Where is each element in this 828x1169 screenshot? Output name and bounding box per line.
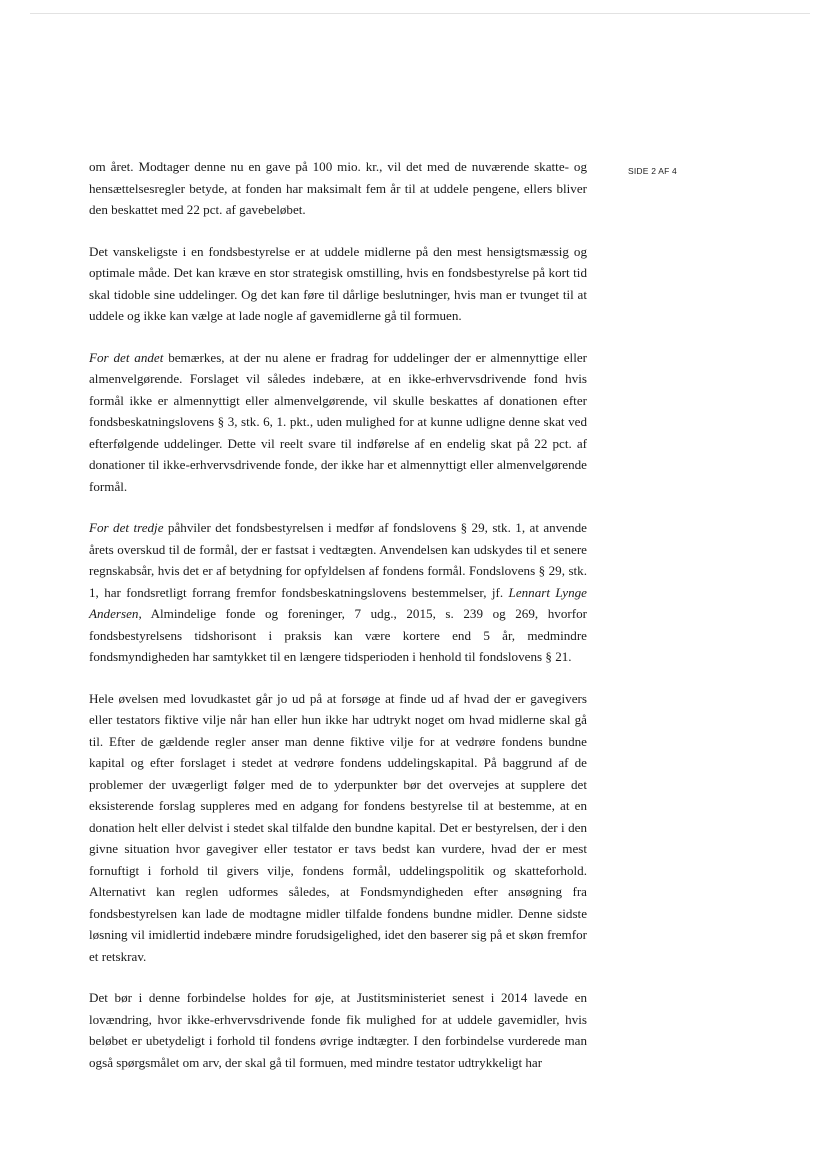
paragraph-text-continued: Almindelige fonde og foreninger, 7 udg., 2015, s. 239 og 269, hvorfor fondsbestyrelsens tidshorisont i praksis kan være kortere end 5 år, medmindre fondsmyndigheden har samtykket til en længere tidsperioden i henhold til fondslovens § 21. [89, 606, 587, 664]
scan-edge-line [30, 13, 810, 14]
paragraph-4 [89, 517, 587, 668]
document-body [89, 156, 587, 1093]
page-number: SIDE 2 AF 4 [628, 166, 677, 176]
paragraph-text: bemærkes, at der nu alene er fradrag for uddelinger der er almennyttige eller almenvelgørende. Forslaget vil således indebære, at en ikke-erhvervsdrivende fond hvis formål ikke er almennyttigt eller almenvelgørende, vil skulle beskattes af donationen efter fondsbeskatningslovens § 3, stk. 6, 1. pkt., uden mulighed for at kunne udligne denne skat ved efterfølgende uddelinger. Dette vil reelt svare til indførelse af en endelig skat på 22 pct. af donationer til ikke-erhvervsdrivende fonde, der ikke har et almennyttigt eller almenvelgørende formål. [89, 349, 587, 494]
paragraph-lead-italic: For det andet [89, 349, 164, 365]
paragraph-3 [89, 347, 587, 498]
paragraph-text: om året. Modtager denne nu en gave på 100 mio. kr., vil det med de nuværende skatte- og hensættelsesregler betyde, at fonden har maksimalt fem år til at uddele pengene, ellers bliver den beskattet med 22 pct. af gavebeløbet. [89, 159, 587, 217]
paragraph-text: Det vanskeligste i en fondsbestyrelse er at uddele midlerne på den mest hensigtsmæssig og optimale måde. Det kan kræve en stor strategisk omstilling, hvis en fondsbestyrelse på kort tid skal tidoble sine uddelinger. Og det kan føre til dårlige beslutninger, hvis man er tvunget til at uddele og ikke kan vælge at lade nogle af gavemidlerne gå til formuen. [89, 243, 587, 323]
paragraph-text: påhviler det fondsbestyrelsen i medfør af fondslovens § 29, stk. 1, at anvende årets overskud til de formål, der er fastsat i vedtægten. Anvendelsen kan udskydes til et senere regnskabsår, hvis det er af betydning for opfyldelsen af fondens formål. Fondslovens § 29, stk. 1, har fondsretligt forrang fremfor fondsbeskatningslovens bestemmelser, jf. [89, 520, 587, 600]
paragraph-1 [89, 156, 587, 221]
paragraph-text: Det bør i denne forbindelse holdes for øje, at Justitsministeriet senest i 2014 lavede en lovændring, hvor ikke-erhvervsdrivende fonde fik mulighed for at uddele gavemidler, hvis beløbet er ubetydeligt i forhold til fondens øvrige indtægter. I den forbindelse vurderede man også spørgsmålet om arv, der skal gå til formuen, med mindre testator udtrykkeligt har [89, 990, 587, 1070]
citation-author-italic: Lennart Lynge Andersen, [89, 584, 587, 621]
paragraph-6 [89, 987, 587, 1073]
paragraph-5 [89, 688, 587, 968]
paragraph-lead-italic: For det tredje [89, 520, 164, 535]
paragraph-text: Hele øvelsen med lovudkastet går jo ud på at forsøge at finde ud af hvad der er gavegivers eller testators fiktive vilje når han eller hun ikke har udtrykt noget om hvad midlerne skal gå til. Efter de gældende regler anser man denne fiktive vilje for at vedrøre fondens bundne kapital og efter forslaget i stedet at vedrøre fondens uddelingskapital. På baggrund af de problemer der uvægerligt følger med de to yderpunkter bør det overvejes at supplere det eksisterende forslag suppleres med en adgang for fondens bestyrelse til at bestemme, at en donation helt eller delvist i stedet skal tilfalde den bundne kapital. Det er bestyrelsen, der i den givne situation hvor gavegiver eller testator er tavs bedst kan vurdere, hvad der er mest fornuftigt i forhold til givers vilje, fondens formål, uddelingspolitik og skatteforhold. Alternativt kan reglen udformes således, at Fondsmyndigheden efter ansøgning fra fondsbestyrelsen kan lade de modtagne midler tilfalde fondens bundne midler. Denne sidste løsning vil imidlertid indebære mindre forudsigelighed, idet den baserer sig på et skøn fremfor et retskrav. [89, 690, 587, 964]
paragraph-2 [89, 241, 587, 327]
